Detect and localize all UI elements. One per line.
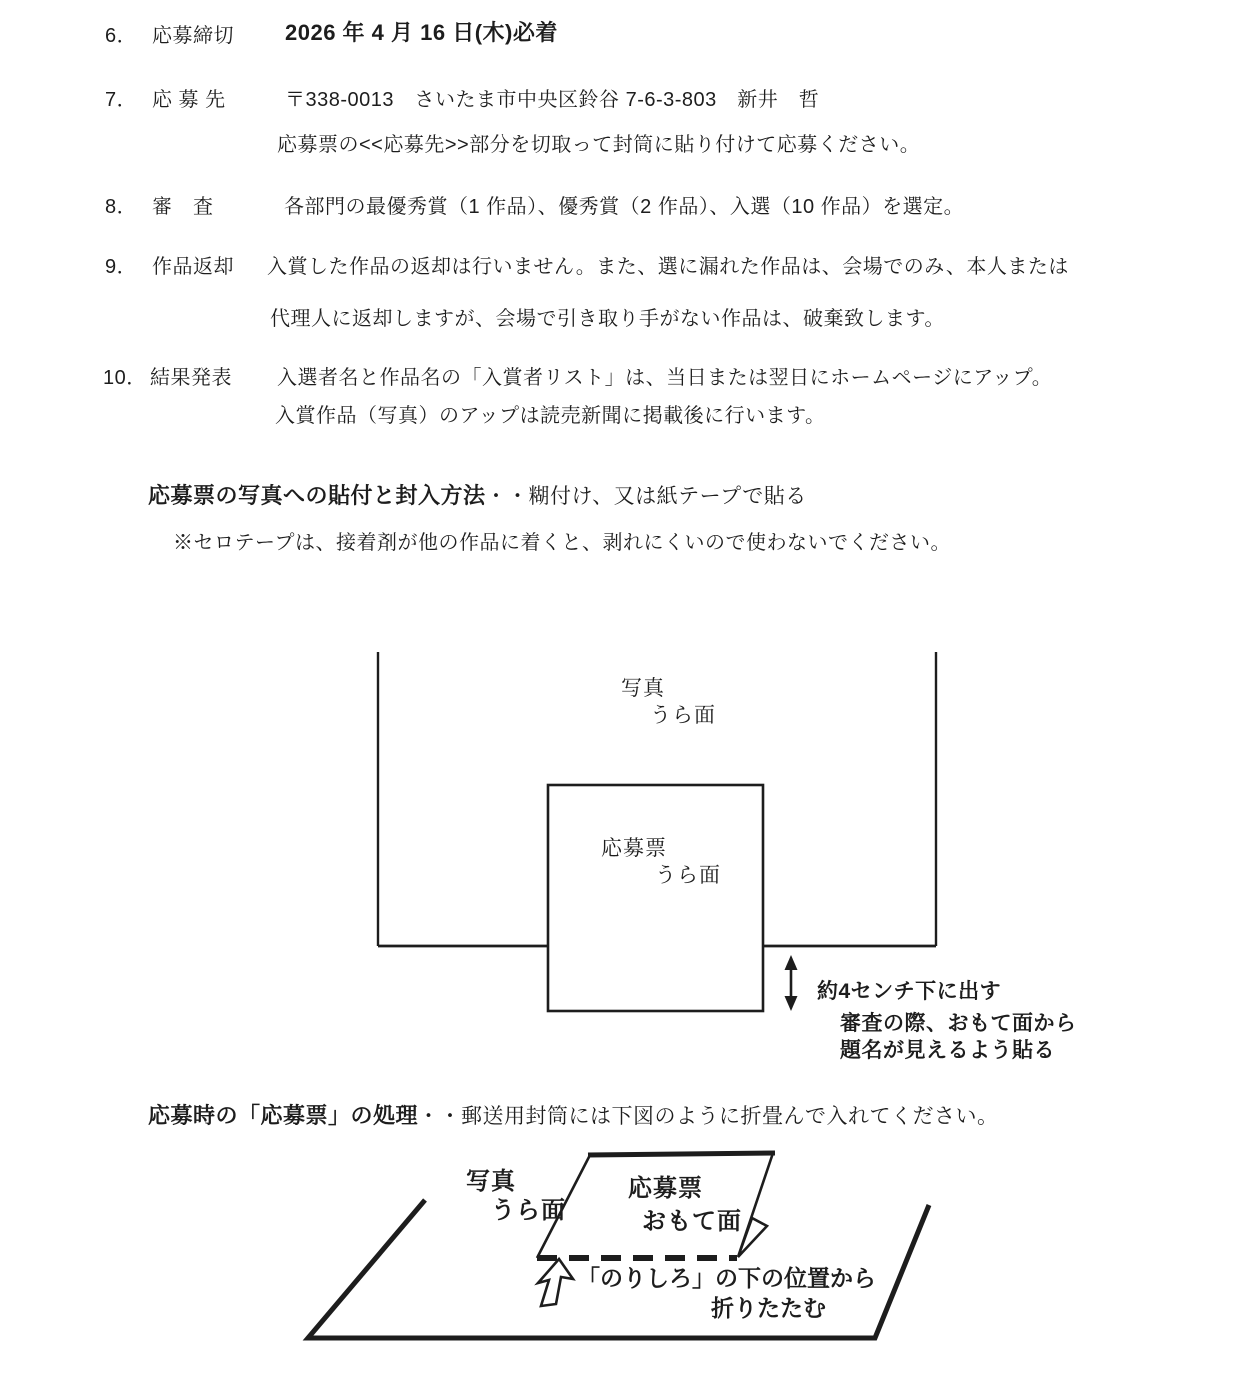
- item-6-number: 6．: [105, 25, 138, 47]
- d1-annotation-3: 題名が見えるよう貼る: [840, 1039, 1055, 1062]
- attach-note: ※セロテープは、接着剤が他の作品に着くと、剥れにくいので使わないでください。: [173, 532, 951, 554]
- item-7-title: 応 募 先: [152, 89, 226, 111]
- item-6-title: 応募締切: [152, 25, 234, 47]
- item-9-line2: 代理人に返却しますが、会場で引き取り手がない作品は、破棄致します。: [270, 308, 945, 330]
- d1-photo-label-line2: うら面: [650, 704, 716, 727]
- up-down-arrow-icon: [785, 955, 798, 1011]
- item-8-title: 審 査: [152, 196, 214, 218]
- application-form-rect: [548, 785, 763, 1011]
- fold-heading: [148, 1104, 999, 1129]
- item-6-value: 2026 年 4 月 16 日(木)必着: [285, 20, 558, 45]
- attach-heading-rest: ・・糊付け、又は紙テープで貼る: [485, 485, 807, 508]
- d1-photo-label-line1: 写真: [621, 677, 665, 700]
- fold-heading-rest: ・・郵送用封筒には下図のように折畳んで入れてください。: [418, 1105, 999, 1128]
- item-10-title: 結果発表: [150, 367, 232, 389]
- d1-form-label-line2: うら面: [655, 864, 721, 887]
- fold-heading-bold: 応募時の「応募票」の処理: [148, 1103, 419, 1128]
- item-10-number: 10．: [103, 367, 147, 389]
- item-7-number: 7．: [105, 89, 138, 111]
- attach-heading-bold: 応募票の写真への貼付と封入方法: [148, 483, 486, 508]
- item-8-number: 8．: [105, 196, 138, 218]
- item-8-value: 各部門の最優秀賞（1 作品）、優秀賞（2 作品）、入選（10 作品）を選定。: [284, 196, 965, 218]
- d2-form-label-line2: おもて面: [642, 1208, 742, 1235]
- item-10-line1: 入選者名と作品名の「入賞者リスト」は、当日または翌日にホームページにアップ。: [277, 367, 1053, 389]
- d2-annotation-2: 折りたたむ: [711, 1295, 826, 1321]
- d2-form-label-line1: 応募票: [628, 1175, 703, 1202]
- d1-annotation-2: 審査の際、おもて面から: [840, 1012, 1077, 1035]
- item-9-number: 9．: [105, 256, 138, 278]
- item-10-line2: 入賞作品（写真）のアップは読売新聞に掲載後に行います。: [275, 405, 826, 427]
- d2-photo-label-line1: 写真: [466, 1168, 516, 1195]
- fold-pointer-arrow-icon: [538, 1259, 573, 1306]
- d2-photo-label-line2: うら面: [491, 1197, 566, 1224]
- d2-annotation-1: 「のりしろ」の下の位置から: [577, 1265, 876, 1291]
- form-top-edge: [588, 1153, 775, 1155]
- d1-form-label-line1: 応募票: [601, 837, 667, 860]
- form-panel: [537, 1153, 773, 1258]
- item-9-line1: 入賞した作品の返却は行いません。また、選に漏れた作品は、会場でのみ、本人または: [267, 256, 1069, 278]
- item-7-value: 〒338-0013 さいたま市中央区鈴谷 7-6-3-803 新井 哲: [285, 89, 820, 111]
- diagram-folding: [308, 1153, 929, 1338]
- d1-annotation-1: 約4センチ下に出す: [817, 980, 1002, 1003]
- item-7-note: 応募票の<<応募先>>部分を切取って封筒に貼り付けて応募ください。: [277, 134, 921, 156]
- item-9-title: 作品返却: [152, 256, 234, 278]
